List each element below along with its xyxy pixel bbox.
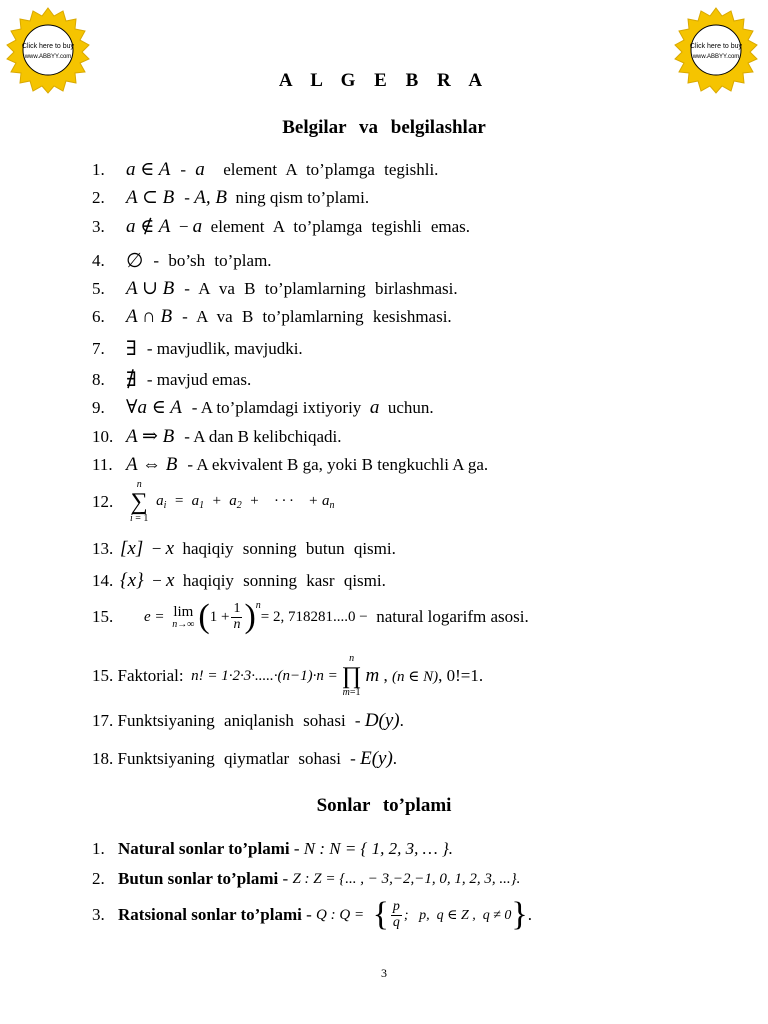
list-item: 5. A ∪ B - A va B to’plamlarning birlashmasi. xyxy=(92,278,458,299)
list-item: 7. ∃ - mavjudlik, mavjudki. xyxy=(92,338,303,360)
range-expression: E(y) xyxy=(360,748,393,769)
euler-value: = 2, 718281....0 − xyxy=(260,608,368,625)
item-text: - A ekvivalent B ga, yoki B tengkuchli A ga. xyxy=(187,455,489,474)
list-item: 9. ∀a ∈ A - A to’plamdagi ixtiyoriy a uchun. xyxy=(92,396,434,418)
list-item: 6. A ∩ B - A va B to’plamlarning kesishmasi. xyxy=(92,306,452,327)
item-text: Funktsiyaning aniqlanish sohasi - xyxy=(117,711,361,730)
badge-click-text-right: Click here to buy xyxy=(689,43,743,50)
section-heading-belgilar: Belgilar va belgilashlar xyxy=(282,117,486,138)
list-item: 11. A ⇔ B - A ekvivalent B ga, yoki B tengkuchli A ga. xyxy=(92,454,489,475)
math-expression: a ∈ A xyxy=(126,159,171,180)
list-item: 10. A ⇒ B - A dan B kelibchiqadi. xyxy=(92,426,342,447)
list-item: 13. [x] − x haqiqiy sonning butun qismi. xyxy=(92,538,396,559)
item-text: - A to’plamdagi ixtiyoriy xyxy=(191,397,362,417)
domain-expression: D(y) xyxy=(364,710,400,731)
item-text: element A to’plamga tegishli. xyxy=(223,159,439,179)
fractional-part-expression: {x} xyxy=(120,570,144,591)
list-item-euler: 15. e = lim n→∞ ( 1 + $\frac{1}{n}$ ) $^n$ = 2, 718281....0 − natural logarifm asosi. xyxy=(92,598,529,635)
list-item-factorial: 15. Faktorial: n! = 1·2·3·.....·(n−1)·n = n ∏ m=1 m , (n ∈ N) , 0!=1. xyxy=(92,653,484,698)
item-tail: uchun. xyxy=(387,397,434,417)
set-label: Ratsional sonlar to’plami xyxy=(118,905,302,924)
math-expression: A ∪ B xyxy=(126,278,175,299)
exists-symbol: ∃ xyxy=(126,338,137,360)
set-item-integer: 2. Butun sonlar to’plami - Z : Z = {... , − 3,−2,−1, 0, 1, 2, 3, ...}. xyxy=(92,869,521,888)
empty-set-symbol: ∅ xyxy=(126,250,144,272)
list-item: 18. Funktsiyaning qiymatlar sohasi - E(y) . xyxy=(92,748,398,769)
math-expression: a ∉ A xyxy=(126,216,171,237)
page-title: A L G E B R A xyxy=(278,70,490,91)
item-text: natural logarifm asosi. xyxy=(376,607,529,626)
item-text: - mavjud emas. xyxy=(146,369,252,389)
section-heading-sonlar: Sonlar to’plami xyxy=(316,795,452,816)
list-item: 2. A ⊂ B - A, B ning qism to’plami. xyxy=(92,186,370,208)
item-text: Funktsiyaning qiymatlar sohasi - xyxy=(117,749,356,768)
item-text: element A to’plamga tegishli emas. xyxy=(210,216,471,236)
limit-symbol: lim n→∞ xyxy=(172,603,195,630)
set-definition: Z : Z = {... , − 3,−2,−1, 0, 1, 2, 3, ...}. xyxy=(292,870,521,887)
item-text: - A va B to’plamlarning birlashmasi. xyxy=(184,278,458,298)
list-item: 1. a ∈ A - a element A to’plamga tegishli. xyxy=(92,158,439,180)
fraction-1-over-n: $\frac{1}{n}$ xyxy=(233,600,241,632)
list-item-summation: 12. n ∑ i = 1 $a_i = a_1 + a_2$ + · · · + $a_n$ xyxy=(92,479,335,524)
item-text: - mavjudlik, mavjudki. xyxy=(146,338,303,358)
list-item: 14. {x} − x haqiqiy sonning kasr qismi. xyxy=(92,570,386,591)
math-expression: ∀a ∈ A xyxy=(126,397,182,418)
summation-expression: $a_i = a_1 + a_2$ + · · · + $a_n$ xyxy=(152,493,335,511)
badge-url-text-right: www.ABBYY.com xyxy=(692,54,740,60)
item-tail: , 0!=1. xyxy=(438,666,484,685)
math-expression: A ⊂ B xyxy=(126,187,175,208)
badge-click-text-left: Click here to buy xyxy=(21,43,75,50)
page-number: 3 xyxy=(381,966,387,980)
not-exists-symbol: ∄ xyxy=(126,369,137,391)
set-item-natural: 1. Natural sonlar to’plami - N : N = { 1, 2, 3, … }. xyxy=(92,839,454,858)
item-text: - bo’sh to’plam. xyxy=(153,250,272,270)
set-item-rational: 3. Ratsional sonlar to’plami - Q : Q = { $\frac{p}{q}$ ; p, q ∈ Z , q ≠ 0 } . xyxy=(92,896,532,933)
set-label: Butun sonlar to’plami xyxy=(118,869,279,888)
badge-url-text-left: www.ABBYY.com xyxy=(24,54,72,60)
summation-symbol: n ∑ i = 1 xyxy=(130,479,149,524)
list-item: 8. ∄ - mavjud emas. xyxy=(92,369,252,391)
set-definition: N : N = { 1, 2, 3, … }. xyxy=(303,839,454,858)
list-item: 4. ∅ - bo’sh to’plam. xyxy=(92,250,272,272)
set-label: Natural sonlar to’plami xyxy=(118,839,290,858)
item-text: haqiqiy sonning kasr qismi. xyxy=(182,571,386,590)
integer-part-expression: [x] xyxy=(120,538,144,559)
math-expression: A ⇒ B xyxy=(126,426,175,447)
set-definition: Q : Q = xyxy=(316,906,365,923)
item-text: haqiqiy sonning butun qismi. xyxy=(182,539,396,558)
list-item: 17. Funktsiyaning aniqlanish sohasi - D(y) . xyxy=(92,710,404,731)
math-expression: A ∩ B xyxy=(126,306,173,327)
list-item: 3. a ∉ A − a element A to’plamga tegishli emas. xyxy=(92,215,471,237)
fraction-p-over-q: $\frac{p}{q}$ xyxy=(392,898,400,930)
item-text: - A va B to’plamlarning kesishmasi. xyxy=(182,307,452,326)
euler-limit-expression: e = xyxy=(144,608,169,625)
product-symbol: n ∏ m=1 xyxy=(341,653,362,698)
item-text: - A dan B kelibchiqadi. xyxy=(184,426,342,446)
item-text: ning qism to’plami. xyxy=(235,187,370,207)
math-expression: A ⇔ B xyxy=(126,454,178,475)
factorial-expression: n! = 1·2·3·.....·(n−1)·n = xyxy=(183,667,338,684)
